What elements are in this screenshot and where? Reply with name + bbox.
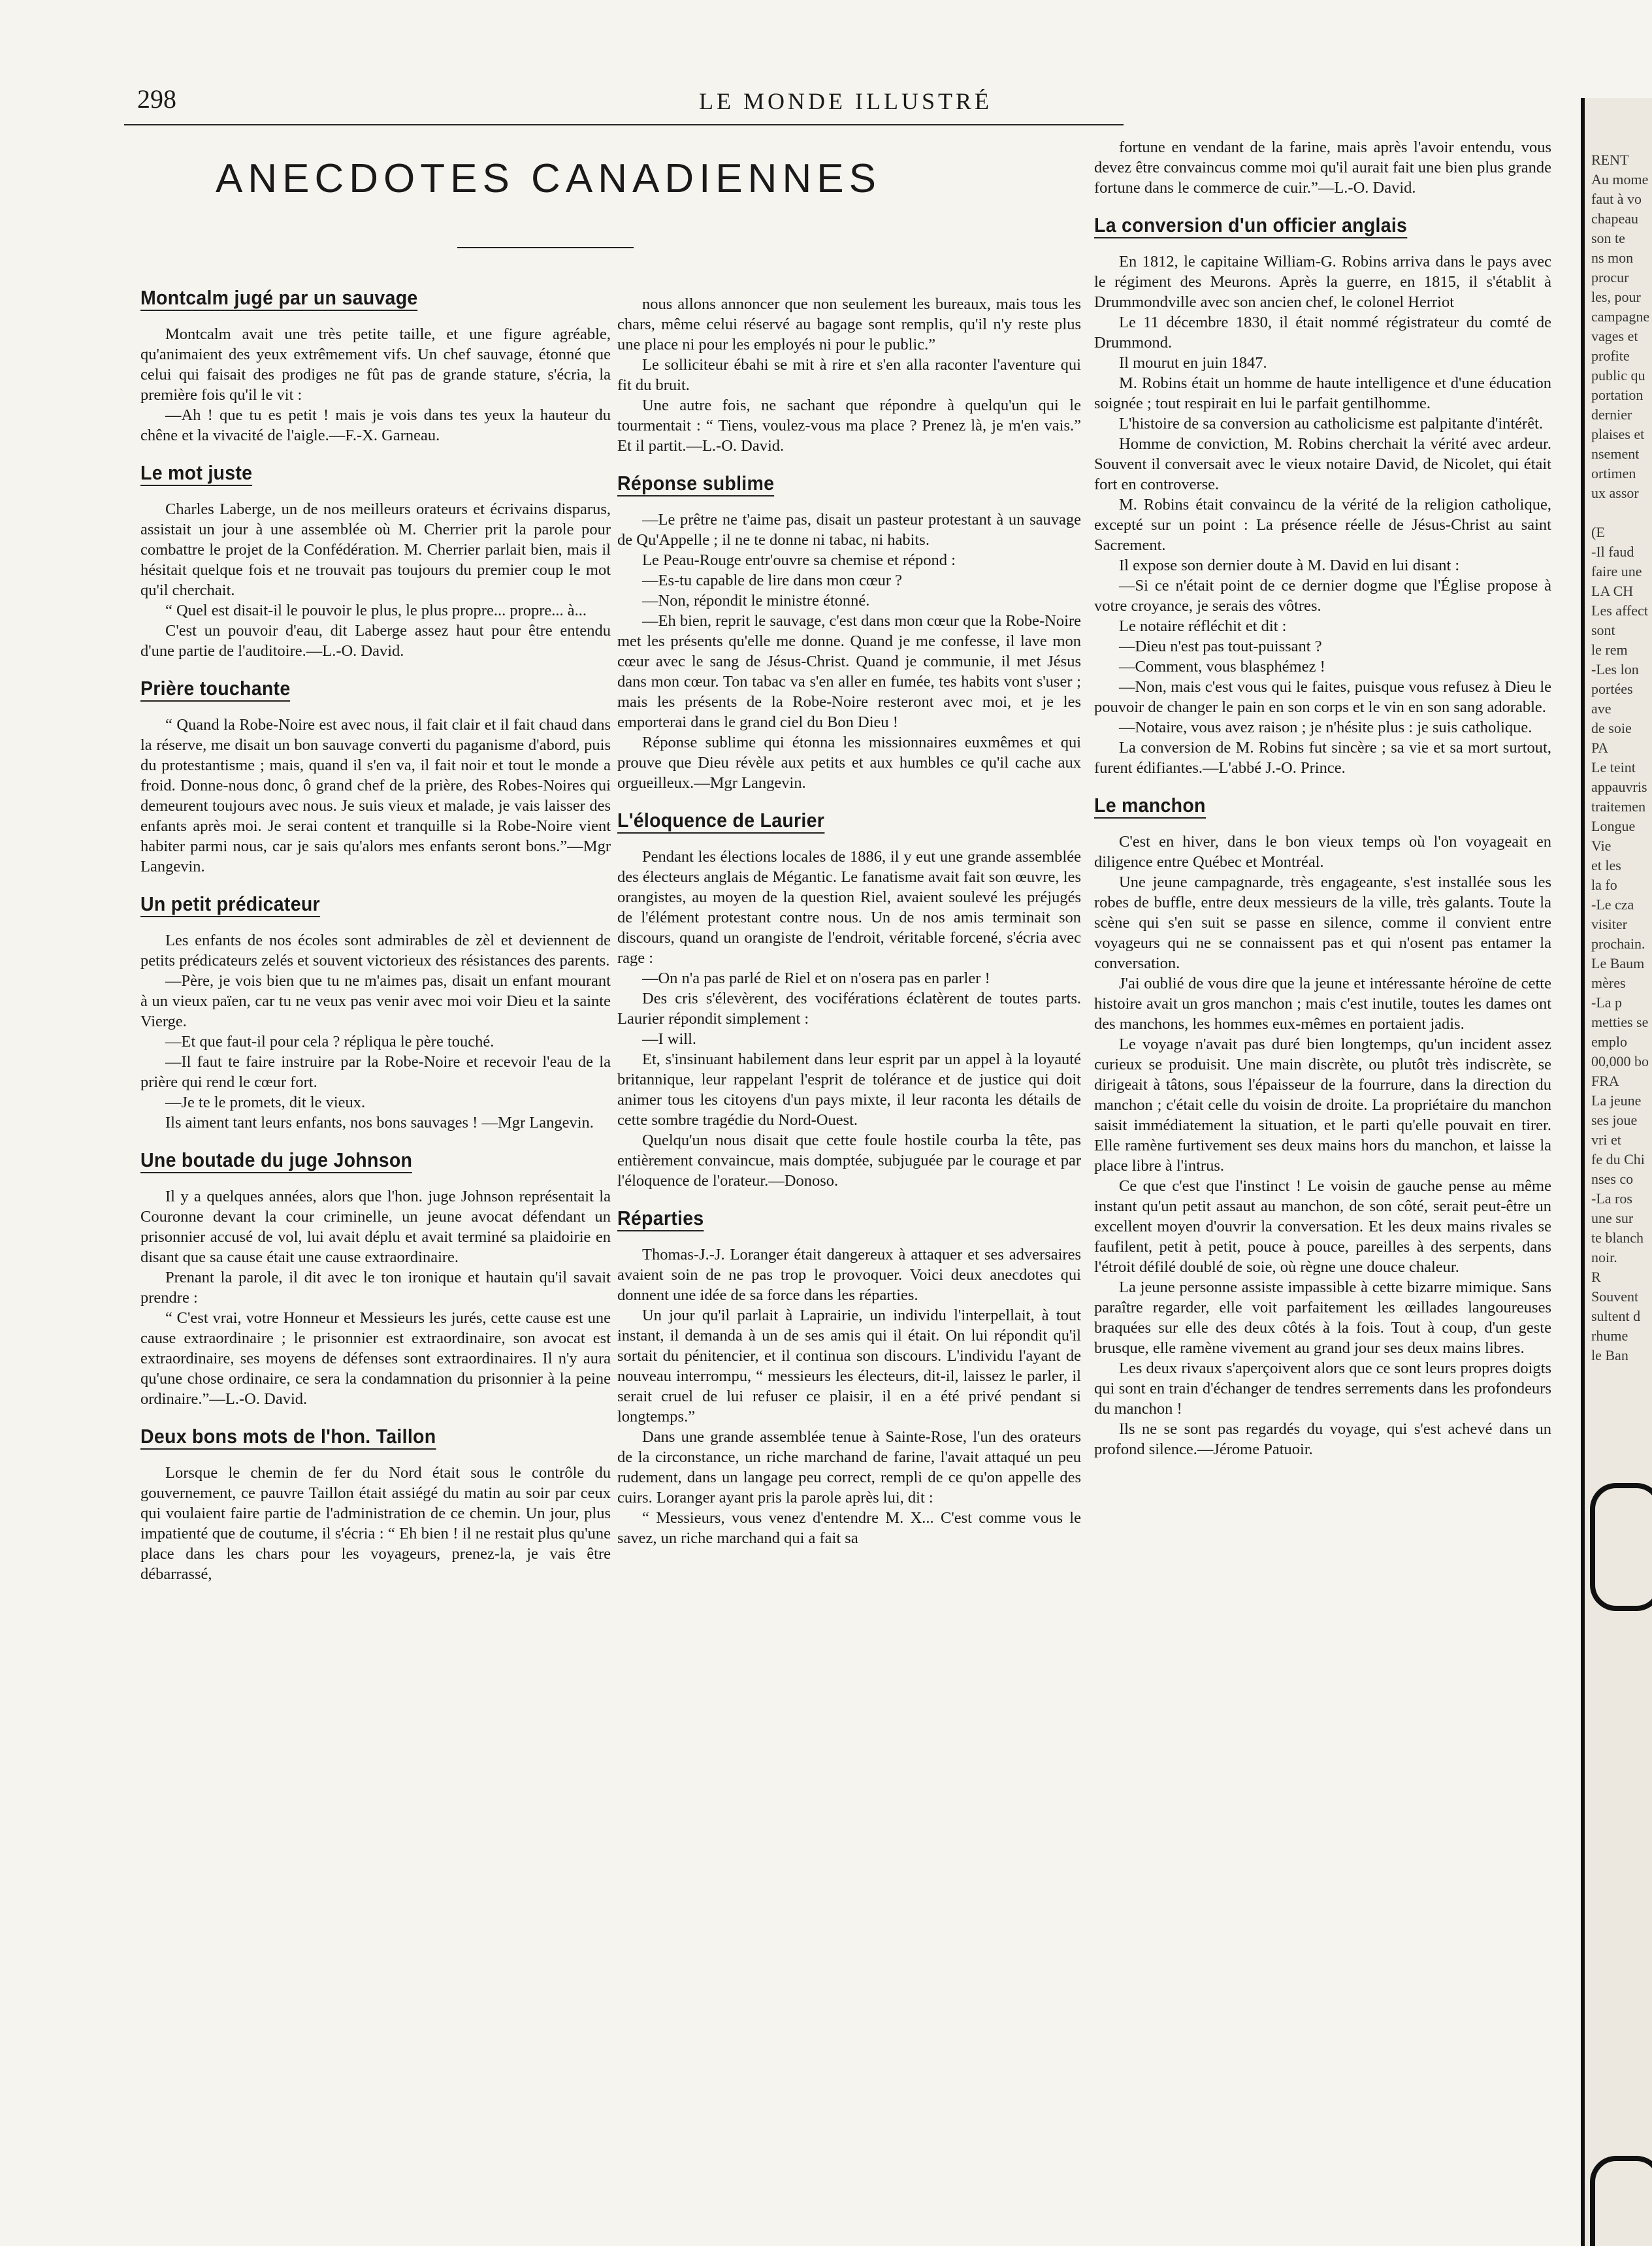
paragraph: Réponse sublime qui étonna les missionnaires euxmêmes et qui prouve que Dieu révèle aux petits et aux humbles ce qu'il cache aux orgueilleux.—Mgr Langevin. [617,734,1081,792]
paragraph: L'histoire de sa conversion au catholicisme est palpitante d'intérêt. [1119,415,1544,432]
paragraph: Dans une grande assemblée tenue à Sainte-Rose, l'un des orateurs de la circonstance, un riche marchand de farine, l'avait attaqué un peu rudement, dans un langage peu correct, rempli de ce qu'on appelle des cuirs. Loranger ayant pris la parole après lui, dit : [617,1428,1081,1506]
anecdote-headline: Une boutade du juge Johnson [140,1150,412,1173]
paragraph: Charles Laberge, un de nos meilleurs orateurs et écrivains disparus, assistait un jour à une assemblée où M. Cherrier prit la parole pour combattre le projet de la Confédération. M. Cherrier parlait bien, mais il hésitait quelque fois et ne trouvait pas toujours du premier coup le mot qu'il cherchait. [140,500,611,599]
paragraph: Lorsque le chemin de fer du Nord était sous le contrôle du gouvernement, ce pauvre Taillon était assiégé du matin au soir par ceux qui voulaient faire partie de l'administration de ce chemin. Un jour, plus impatienté que de coutume, il s'écria : “ Eh bien ! il ne restait plus qu'une place dans les chars pour les voyageurs, prenez-la, je vais être débarrassé, [140,1464,611,1583]
anecdote [140,1150,611,1409]
paragraph: Homme de conviction, M. Robins cherchait la vérité avec ardeur. Souvent il conversait avec le vieux notaire David, de Nicolet, qui était fort en controverse. [1094,435,1551,493]
paragraph: Prenant la parole, il dit avec le ton ironique et hautain qu'il savait prendre : [140,1269,611,1307]
paragraph: Ils aiment tant leurs enfants, nos bons sauvages ! —Mgr Langevin. [165,1114,594,1131]
paragraph: Ce que c'est que l'instinct ! Le voisin de gauche pense au même instant qu'un petit assaut au manchon, de son côté, serait peut-être un excellent moyen d'ouvrir la conversation. Et les deux mains rivales se faufilent, petit à petit, pouce à pouce, pareilles à des serpents, dans l'étroit défilé doublé de soie, où règne une douce chaleur. [1094,1177,1551,1276]
header-rule [124,124,1124,125]
anecdote-headline: L'éloquence de Laurier [617,810,824,834]
anecdote [1094,137,1551,198]
anecdote-headline: Prière touchante [140,678,290,702]
paragraph: fortune en vendant de la farine, mais après l'avoir entendu, vous devez être convaincus comme moi qu'il aurait fait une bien plus grande fortune dans le commerce de cuir.”—L.-O. David. [1094,138,1551,197]
anecdote-headline: Un petit prédicateur [140,894,320,917]
paragraph: —On n'a pas parlé de Riel et on n'osera pas en parler ! [642,969,990,987]
paragraph: —Je te le promets, dit le vieux. [165,1094,366,1111]
paragraph: Un jour qu'il parlait à Laprairie, un individu l'interpellait, à tout instant, il demanda à un de ses amis qui il était. On lui répondit qu'il sortait du pénitencier, et il continua son discours. L'individu l'ayant de nouveau interrompu, “ messieurs les électeurs, dit-il, laissez le parler, il serait cruel de lui refuser ce plaisir, il en a été privé pendant si longtemps.” [617,1307,1081,1425]
anecdote [617,810,1081,1191]
paragraph: —Non, mais c'est vous qui le faites, puisque vous refusez à Dieu le pouvoir de changer le pain en son corps et le vin en son sang adorable. [1094,678,1551,716]
paragraph: Quelqu'un nous disait que cette foule hostile courba la tête, pas entièrement convaincue, mais domptée, subjuguée par le courage et par l'éloquence de l'orateur.—Donoso. [617,1131,1081,1190]
paragraph: —Et que faut-il pour cela ? répliqua le père touché. [165,1033,494,1050]
column-3 [1094,137,1551,1476]
paragraph: Pendant les élections locales de 1886, il y eut une grande assemblée des électeurs anglais de Mégantic. Le fanatisme avait fait son œuvre, les orangistes, au moyen de la question Riel, avaient soulevé les préjugés de l'élément protestant contre nous. Un de nos amis terminait son discours, quand un orangiste de l'endroit, véritable forcené, s'écria avec rage : [617,848,1081,967]
adjacent-page-text: RENT Au mome faut à vo chapeau son te ns mon procur les, pour campagne vages et profite public qu portation dernier plaises et nsement ortimen ux assor (E -Il faud faire une LA CH Les affect sont le rem -Les lon portées ave de soie PA Le teint appauvris traitemen Longue Vie et les la fo -Le cza visiter prochain. Le Baum mères -La p metties se emplo 00,000 bo FRA La jeune ses joue vri et fe du Chi nses co -La ros une sur te blanch noir. R Souvent sultent d rhume le Ban [1591,152,1650,1363]
paragraph: —Notaire, vous avez raison ; je n'hésite plus : je suis catholique. [1119,719,1532,736]
adjacent-page-ornament [1590,1483,1652,1611]
paragraph: Le solliciteur ébahi se mit à rire et s'en alla raconter l'aventure qui fit du bruit. [617,356,1081,394]
paragraph: Une autre fois, ne sachant que répondre à quelqu'un qui le tourmentait : “ Tiens, voulez-vous ma place ? Prenez là, je m'en vais.” Et il partit.—L.-O. David. [617,397,1081,455]
adjacent-page-ornament [1590,2156,1652,2246]
paragraph: La jeune personne assiste impassible à cette bizarre mimique. Sans paraître regarder, elle voit parfaitement les œillades langoureuses braquées sur elle des deux côtés à la fois. Tout à coup, d'un geste brusque, elle ramène vivement au grand jour ses deux mains libres. [1094,1278,1551,1357]
paragraph: En 1812, le capitaine William-G. Robins arriva dans le pays avec le régiment des Meurons. Après la guerre, en 1815, il s'établit à Drummondville avec son ancien chef, le colonel Herriot [1094,253,1551,311]
paragraph: Le voyage n'avait pas duré bien longtemps, qu'un incident assez curieux se produisit. Une main discrète, ou plutôt très indiscrète, se dirigeait à tâtons, sous l'épaisseur de la fourrure, dans la direction du manchon ; c'était celle du voisin de droite. La propriétaire du manchon saisit immédiatement la situation, et le parti qu'elle pouvait en tirer. Elle ramène furtivement ses deux mains hors du manchon, et laisse la place libre à l'intrus. [1094,1035,1551,1175]
paragraph: Une jeune campagnarde, très engageante, s'est installée sous les robes de buffle, entre deux messieurs de la ville, très galants. Toute la scène qui s'en suit se passe en silence, comme il convient entre voyageurs qui ne se connaissent pas et qui n'osent pas entamer la conversation. [1094,873,1551,972]
paragraph: —Ah ! que tu es petit ! mais je vois dans tes yeux la hauteur du chêne et la vivacité de l'aigle.—F.-X. Garneau. [140,406,611,444]
anecdote [617,294,1081,456]
column-1 [140,287,611,1601]
anecdote-headline: La conversion d'un officier anglais [1094,215,1407,238]
title-rule [457,247,634,248]
paragraph: Le Peau-Rouge entr'ouvre sa chemise et répond : [642,551,956,569]
paragraph: “ Quel est disait-il le pouvoir le plus, le plus propre... propre... à... [165,602,587,619]
page-header [124,84,1117,123]
anecdote [140,678,611,877]
anecdote [617,473,1081,793]
paragraph: —Le prêtre ne t'aime pas, disait un pasteur protestant à un sauvage de Qu'Appelle ; il ne te donne ni tabac, ni habits. [617,511,1081,549]
paragraph: Il y a quelques années, alors que l'hon. juge Johnson représentait la Couronne devant la cour criminelle, un jeune avocat défendant un prisonnier accusé de vol, lui avait déplu et avait terminé sa plaidoirie en disant que sa cause était une cause extraordinaire. [140,1188,611,1266]
page-title: ANECDOTES CANADIENNES [216,156,881,201]
paragraph: Le 11 décembre 1830, il était nommé régistrateur du comté de Drummond. [1094,314,1551,351]
paragraph: C'est un pouvoir d'eau, dit Laberge assez haut pour être entendu d'une partie de l'auditoire.—L.-O. David. [140,622,611,660]
paragraph: —Es-tu capable de lire dans mon cœur ? [642,572,902,589]
paragraph: —Non, répondit le ministre étonné. [642,592,870,610]
anecdote-headline: Réponse sublime [617,473,774,496]
anecdote [1094,795,1551,1459]
anecdote-headline: Deux bons mots de l'hon. Taillon [140,1426,436,1450]
paragraph: “ Quand la Robe-Noire est avec nous, il fait clair et il fait chaud dans la réserve, me disait un bon sauvage converti du paganisme d'abord, puis du protestantisme ; mais, quand il s'en va, il fait noir et tout le monde a froid. Donne-nous donc, ô grand chef de la prière, des Robes-Noires qui demeurent toujours avec nous. Je suis vieux et malade, je vais laisser des enfants après moi. Je serai content et tranquille si la Robe-Noire vient habiter parmi nous, car je sais qu'alors mes enfants seront bons.”—Mgr Langevin. [140,716,611,875]
paragraph: Thomas-J.-J. Loranger était dangereux à attaquer et ses adversaires avaient soin de ne pas trop le provoquer. Voici deux anecdotes qui donnent une idée de sa force dans les réparties. [617,1246,1081,1304]
anecdote-headline: Le mot juste [140,463,252,486]
paragraph: —Comment, vous blasphémez ! [1119,658,1325,675]
paragraph: Il expose son dernier doute à M. David en lui disant : [1119,557,1460,574]
anecdote-headline: Montcalm jugé par un sauvage [140,287,418,311]
paragraph: Ils ne se sont pas regardés du voyage, qui s'est achevé dans un profond silence.—Jérome Patuoir. [1094,1420,1551,1458]
paragraph: M. Robins était un homme de haute intelligence et d'une éducation soignée ; tout respirait en lui le parfait gentilhomme. [1094,374,1551,412]
anecdote [140,1426,611,1584]
anecdote [140,894,611,1133]
anecdote [140,463,611,661]
paragraph: J'ai oublié de vous dire que la jeune et intéressante héroïne de cette histoire avait un gros manchon ; mais c'est inutile, toutes les dames ont des manchons, les hommes eux-mêmes en portaient jadis. [1094,975,1551,1033]
paragraph: M. Robins était convaincu de la vérité de la religion catholique, excepté sur un point : La présence réelle de Jésus-Christ au saint Sacrement. [1094,496,1551,554]
paragraph: —Il faut te faire instruire par la Robe-Noire et recevoir l'eau de la prière qui rend le cœur fort. [140,1053,611,1091]
paragraph: Les enfants de nos écoles sont admirables de zèl et deviennent de petits prédicateurs zelés et souvent victorieux des résistances des parents. [140,932,611,969]
paragraph: Les deux rivaux s'aperçoivent alors que ce sont leurs propres doigts qui sont en train d'échanger de tendres serrements dans les profondeurs du manchon ! [1094,1359,1551,1418]
paragraph: —Si ce n'était point de ce dernier dogme que l'Église propose à votre croyance, je serais des vôtres. [1094,577,1551,615]
adjacent-page-edge [1581,98,1652,2246]
paragraph: “ Messieurs, vous venez d'entendre M. X... C'est comme vous le savez, un riche marchand qui a fait sa [617,1509,1081,1547]
column-2 [617,294,1081,1565]
paragraph: nous allons annoncer que non seulement les bureaux, mais tous les chars, même celui réservé au bagage sont remplis, qu'il n'y reste plus une place ni pour les employés ni pour le public.” [617,295,1081,353]
paragraph: Et, s'insinuant habilement dans leur esprit par un appel à la loyauté britannique, leur rappelant l'esprit de tolérance et de justice qui doit animer tous les citoyens d'un pays mixte, il leur raconta les détails de cette sombre tragédie du Nord-Ouest. [617,1050,1081,1129]
paragraph: “ C'est vrai, votre Honneur et Messieurs les jurés, cette cause est une cause extraordinaire ; le prisonnier est extraordinaire, son avocat est extraordinaire, ses moyens de défenses sont extraordinaires. Il n'y aura qu'une chose ordinaire, ce sera la condamnation du prisonnier à la peine ordinaire.”—L.-O. David. [140,1309,611,1408]
paragraph: Des cris s'élevèrent, des vociférations éclatèrent de toutes parts. Laurier répondit simplement : [617,990,1081,1028]
paragraph: Montcalm avait une très petite taille, et une figure agréable, qu'animaient des yeux extrêmement vifs. Un chef sauvage, étonné que celui qui faisait des prodiges ne fût pas de grande stature, s'écria, la première fois qu'il le vit : [140,325,611,404]
anecdote-headline: Réparties [617,1208,704,1231]
paragraph: —I will. [642,1030,697,1048]
running-title: LE MONDE ILLUSTRÉ [699,88,992,114]
paragraph: —Eh bien, reprit le sauvage, c'est dans mon cœur que la Robe-Noire met les présents qu'elle me donne. Quand je me confesse, il lave mon cœur avec le sang de Jésus-Christ. Quand je communie, il met Jésus dans mon cœur. Ton tabac va s'en aller en fumée, tes habits vont s'user ; mais les présents de la Robe-Noire resteront avec moi, et je les emporterai dans le grand ciel du Bon Dieu ! [617,612,1081,731]
anecdote [140,287,611,446]
anecdote [617,1208,1081,1548]
anecdote [1094,215,1551,778]
paragraph: Il mourut en juin 1847. [1119,354,1267,372]
paragraph: —Père, je vois bien que tu ne m'aimes pas, disait un enfant mourant à un vieux païen, car tu ne veux pas venir avec moi voir Dieu et la sainte Vierge. [140,972,611,1030]
paragraph: La conversion de M. Robins fut sincère ; sa vie et sa mort surtout, furent édifiantes.—L'abbé J.-O. Prince. [1094,739,1551,777]
paragraph: Le notaire réfléchit et dit : [1119,617,1287,635]
paragraph: C'est en hiver, dans le bon vieux temps où l'on voyageait en diligence entre Québec et Montréal. [1094,833,1551,871]
anecdote-headline: Le manchon [1094,795,1206,819]
page-number: 298 [137,84,176,114]
paragraph: —Dieu n'est pas tout-puissant ? [1119,638,1322,655]
